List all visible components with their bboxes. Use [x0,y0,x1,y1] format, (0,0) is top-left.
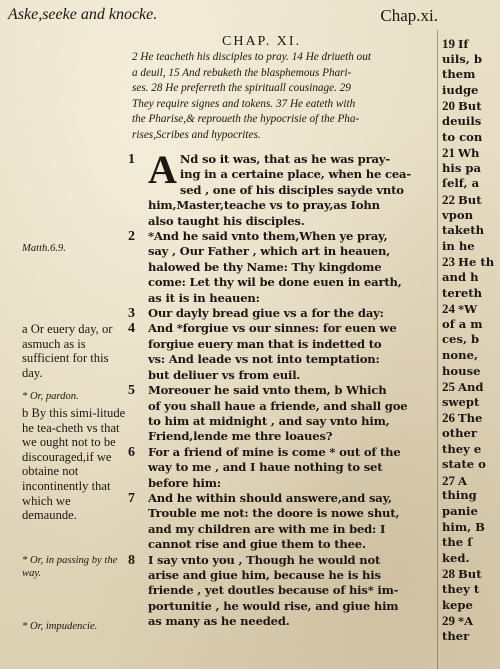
verse-column [126,147,436,630]
fragment-line [442,223,484,237]
verse-line: arise and giue him, because he is his [148,567,381,582]
fragment-line [442,364,481,378]
verse-line: but deliuer vs from euil. [148,367,301,382]
fragment-text: Wh [458,146,480,161]
verse-line: friende , yet doutles because of his* im- [148,583,399,598]
fragment-text: of a m [442,316,483,331]
fragment-line [442,145,479,161]
fragment-text: A [458,473,467,488]
fragment-line [442,239,475,253]
verse-4 [126,321,436,383]
verse-8 [126,553,436,630]
verse-7 [126,491,436,553]
fragment-text: the ſ [442,535,473,550]
fragment-line [442,488,477,502]
fragment-line [442,98,482,114]
fragment-line [442,301,477,317]
fragment-line [442,270,479,284]
fragment-text: taketh [442,223,485,238]
fragment-line [442,114,481,128]
fragment-text: house [442,363,481,378]
fragment-line [442,36,468,52]
fragment-line [442,348,478,362]
drop-cap: A [148,147,177,192]
verse-number: 6 [128,444,135,460]
verse-line: way to me , and I haue nothing to set [148,460,383,475]
fragment-line [442,582,479,596]
fragment-text: But [458,567,482,582]
verse-line: come: Let thy wil be done euen in earth, [148,275,402,290]
fragment-line [442,613,473,629]
margin-note-matth: Matth.6.9. [22,243,66,254]
verse-5 [126,383,436,445]
fragment-verse-number: 29 [442,613,455,629]
fragment-line [442,457,486,471]
fragment-text: him, B [442,519,485,534]
fragment-line [442,442,481,456]
running-head-chapter: Chap.xi. [380,6,438,25]
fragment-line [442,598,473,612]
verse-line: as many as he needed. [148,614,290,629]
fragment-line [442,192,482,208]
verse-line: And he within should answere,and say, [148,490,392,505]
fragment-text: ther [442,628,470,643]
fragment-verse-number: 19 [442,36,455,51]
fragment-text: deuils [442,114,482,128]
verse-line: Nd so it was, that as he was pray- [179,152,390,166]
fragment-line [442,161,481,175]
verse-line: as it is in heauen: [148,290,260,305]
margin-note-a: a Or euery day, or asmuch as is sufficient for this day. [22,322,113,380]
chapter-summary [132,50,434,144]
verse-line: I say vnto you , Though he would not [148,552,381,567]
summary-line: ses. 28 He preferreth the spirituall cousinage. 29 [132,82,351,95]
fragment-line [442,473,467,489]
summary-line: rises,Scribes and hypocrites. [132,128,261,141]
margin-note-passing: * Or, in passing by the way. [22,555,118,579]
fragment-line [442,317,483,331]
verse-line: also taught his disciples. [148,213,305,228]
fragment-line [442,286,482,300]
fragment-verse-number: 25 [442,379,455,395]
verse-6 [126,445,436,491]
verse-number: 4 [128,321,135,337]
fragment-text: tereth [442,285,483,300]
chapter-title: CHAP. XI. [222,34,302,49]
fragment-text: them [442,67,476,82]
summary-line: They require signes and tokens. 37 He eateth with [132,97,356,110]
fragment-text: and h [442,270,479,284]
verse-line: of you shall haue a friende, and shall goe [148,398,408,413]
fragment-verse-number: 28 [442,566,455,582]
fragment-line [442,130,482,144]
verse-line: And *forgiue vs our sinnes: for euen we [148,321,397,336]
fragment-text: his pa [442,160,482,175]
verse-line: sed , one of his disciples sayde vnto [179,182,404,197]
fragment-line [442,551,470,565]
fragment-verse-number: 20 [442,98,455,114]
margin-note-impudencie: * Or, impudencie. [22,621,98,632]
verse-line: to him at midnight , and say vnto him, [148,413,390,428]
fragment-text: kepe [442,597,473,612]
fragment-text: other [442,426,478,440]
fragment-text: But [458,99,482,114]
fragment-text: none, [442,348,479,362]
verse-line: halowed be thy Name: Thy kingdome [148,259,382,274]
fragment-text: If [458,37,469,51]
fragment-line [442,520,485,534]
fragment-text: panie [442,504,478,518]
verse-1 [126,147,436,229]
fragment-text: ked. [442,550,470,565]
verse-number: 5 [128,383,135,399]
fragment-text: But [458,193,482,207]
margin-notes [0,0,124,669]
fragment-verse-number: 22 [442,192,455,207]
fragment-text: He th [458,255,495,270]
fragment-line [442,332,479,346]
fragment-text: in he [442,238,475,253]
fragment-line [442,410,482,426]
verse-2 [126,229,436,306]
fragment-text: ſelf, a [442,176,480,191]
fragment-verse-number: 21 [442,145,455,161]
verse-line: portunitie , he would rise, and giue him [148,598,399,613]
fragment-text: they t [442,582,480,596]
fragment-line [442,379,484,395]
fragment-text: uils, b [442,51,482,66]
verse-number: 1 [128,152,135,167]
verse-number: 3 [128,306,135,322]
fragment-line [442,566,482,582]
verse-line: *And he said vnto them,When ye pray, [148,229,388,244]
verse-line: Our dayly bread giue vs a for the day: [148,306,384,321]
fragment-line [442,67,475,81]
verse-line: him,Master,teache vs to pray,as Iohn [148,198,380,213]
fragment-text: *A [458,614,474,629]
verse-line: say , Our Father , which art in heauen, [148,244,391,259]
verse-line: ing in a certaine place, when he cea- [179,167,411,182]
fragment-text: And [458,380,484,395]
fragment-line [442,83,478,97]
verse-line: forgiue euery man that is indetted to [148,336,382,351]
margin-note-pardon: * Or, pardon. [22,391,79,402]
verse-3 [126,306,436,321]
summary-line: the Pharise,& reproueth the hypocrisie of the Pha- [132,113,360,126]
verse-number: 8 [128,552,135,568]
fragment-text: state o [442,457,486,472]
fragment-text: swept [442,394,480,409]
fragment-text: they e [442,441,482,456]
fragment-line [442,395,479,409]
fragment-text: The [458,411,483,426]
verse-line: before him: [148,475,221,490]
fragment-text: thing [442,488,477,503]
fragment-line [442,208,473,222]
fragment-line [442,426,477,440]
next-column-fragment [438,32,500,669]
fragment-line [442,254,494,270]
fragment-line [442,52,482,66]
fragment-text: to con [442,129,483,144]
summary-line: 2 He teacheth his disciples to pray. 14 He driueth out [132,51,371,63]
verse-line: For a friend of mine is come * out of the [148,444,401,459]
verse-number: 2 [128,229,135,245]
fragment-line [442,629,469,643]
fragment-line [442,176,479,190]
fragment-verse-number: 23 [442,254,455,270]
verse-line: vs: And leade vs not into temptation: [148,352,380,367]
fragment-verse-number: 24 [442,301,455,317]
fragment-text: iudge [442,82,479,97]
verse-line: and my children are with me in bed: I [148,521,386,536]
verse-line: cannot rise and giue them to thee. [148,537,366,552]
fragment-text: ces, b [442,332,480,347]
fragment-verse-number: 27 [442,472,455,488]
verse-line: Friend,lende me thre loaues? [148,429,333,444]
fragment-line [442,504,478,518]
verse-line: Trouble me not: the doore is nowe shut, [148,506,400,521]
running-head-left: Aske,seeke and knocke. [8,6,158,23]
fragment-line [442,535,472,549]
verse-number: 7 [128,490,135,506]
fragment-verse-number: 26 [442,410,455,426]
summary-line: a deuil, 15 And rebuketh the blasphemous Phari- [132,66,352,79]
verse-line: Moreouer he said vnto them, b Which [148,383,387,398]
margin-note-b: b By this simi-litude he tea-cheth vs that we ought not to be discouraged,if we obtaine not incontinently that which we demaunde. [22,406,126,523]
fragment-text: vpon [442,207,474,222]
fragment-text: *W [458,302,478,317]
